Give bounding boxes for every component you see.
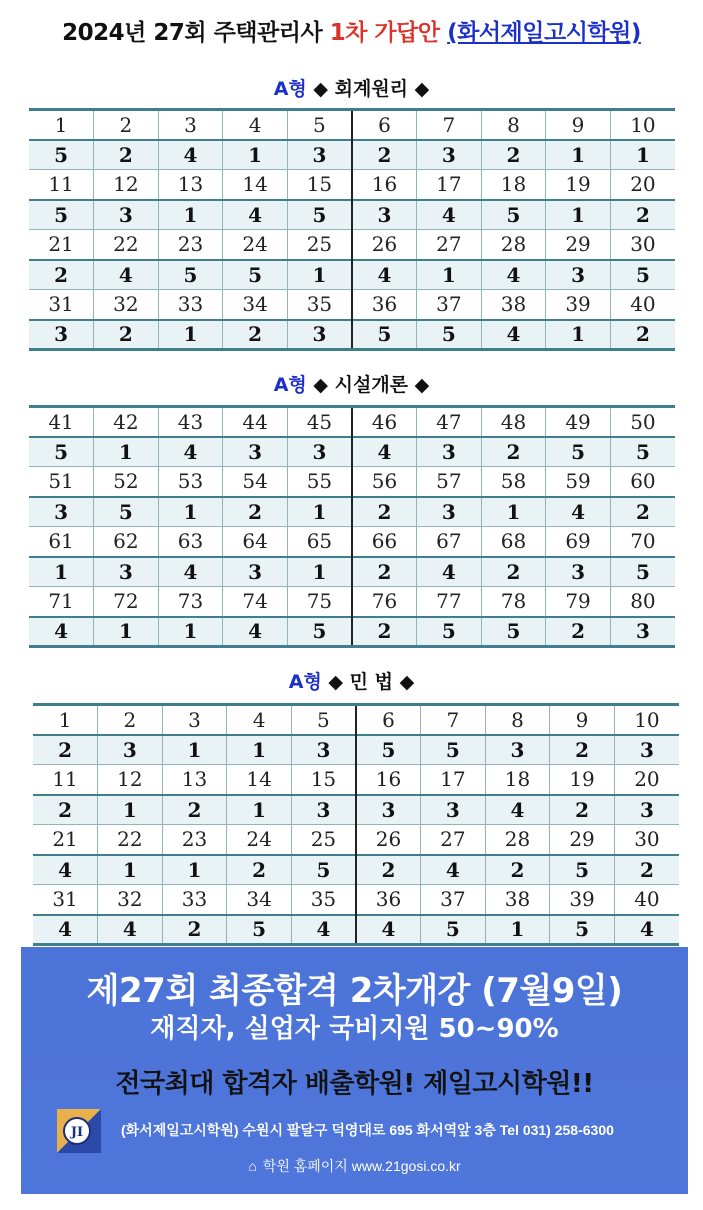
question-number: 12 (98, 765, 163, 795)
answer-value: 3 (417, 497, 482, 527)
answer-value: 2 (481, 140, 546, 170)
answer-value: 3 (287, 320, 352, 350)
question-number: 32 (94, 290, 159, 320)
banner-headline: 제27회 최종합격 2차개강 (7월9일) (86, 971, 623, 1011)
answer-value: 5 (417, 320, 482, 350)
question-number: 21 (33, 825, 98, 855)
answer-value: 1 (158, 617, 223, 647)
answer-value: 2 (223, 320, 288, 350)
answer-table-civil-law (33, 703, 679, 946)
answer-value: 2 (223, 497, 288, 527)
question-number: 22 (98, 825, 163, 855)
question-number: 57 (417, 467, 482, 497)
question-number: 38 (485, 885, 550, 915)
answer-row (33, 795, 679, 825)
question-number: 39 (550, 885, 615, 915)
answer-value: 1 (287, 260, 352, 290)
answer-value: 3 (291, 795, 356, 825)
question-number: 27 (417, 230, 482, 260)
question-number: 11 (29, 170, 94, 200)
question-number: 31 (29, 290, 94, 320)
answer-row (33, 915, 679, 945)
question-number: 31 (33, 885, 98, 915)
section-subject: 회계원리 (334, 78, 409, 100)
question-number: 32 (98, 885, 163, 915)
answer-row (33, 735, 679, 765)
question-number: 55 (287, 467, 352, 497)
answer-value: 3 (223, 557, 288, 587)
section-type-label: A형 (273, 78, 307, 100)
question-number: 48 (481, 407, 546, 437)
answer-row (29, 320, 675, 350)
answer-value: 2 (550, 735, 615, 765)
academy-logo (57, 1109, 101, 1153)
answer-value: 5 (610, 557, 675, 587)
question-number: 17 (417, 170, 482, 200)
question-number: 39 (546, 290, 611, 320)
homepage-text[interactable]: 학원 홈페이지 www.21gosi.co.kr (262, 1158, 461, 1174)
answer-value: 2 (610, 200, 675, 230)
question-number: 56 (352, 467, 417, 497)
question-number-row (33, 705, 679, 735)
answer-value: 4 (417, 557, 482, 587)
question-number-row (33, 825, 679, 855)
question-number: 67 (417, 527, 482, 557)
question-number: 50 (610, 407, 675, 437)
answer-value: 5 (352, 320, 417, 350)
question-number: 60 (610, 467, 675, 497)
logo-text: JI (70, 1125, 84, 1140)
answer-value: 4 (352, 437, 417, 467)
answer-value: 4 (352, 260, 417, 290)
title-highlight: 1차 가답안 (329, 20, 440, 46)
answer-value: 5 (291, 855, 356, 885)
question-number: 24 (223, 230, 288, 260)
question-number: 18 (485, 765, 550, 795)
question-number: 64 (223, 527, 288, 557)
answer-value: 1 (158, 320, 223, 350)
question-number: 70 (610, 527, 675, 557)
answer-value: 2 (352, 617, 417, 647)
question-number: 26 (352, 230, 417, 260)
answer-value: 4 (291, 915, 356, 945)
question-number: 79 (546, 587, 611, 617)
question-number: 33 (162, 885, 227, 915)
answer-value: 1 (29, 557, 94, 587)
question-number-row (29, 110, 675, 140)
answer-row (29, 140, 675, 170)
question-number: 7 (421, 705, 486, 735)
question-number: 28 (481, 230, 546, 260)
home-icon: ⌂ (248, 1158, 257, 1174)
homepage-line[interactable] (21, 1156, 688, 1176)
section-title-civil-law (0, 667, 703, 694)
question-number: 5 (287, 110, 352, 140)
promo-banner (21, 947, 688, 1194)
question-number: 40 (610, 290, 675, 320)
question-number: 34 (223, 290, 288, 320)
question-number: 30 (610, 230, 675, 260)
answer-value: 1 (227, 735, 292, 765)
question-number: 68 (481, 527, 546, 557)
answer-value: 4 (223, 617, 288, 647)
answer-value: 1 (158, 200, 223, 230)
answer-value: 3 (291, 735, 356, 765)
answer-value: 5 (481, 200, 546, 230)
answer-value: 3 (614, 795, 679, 825)
question-number: 62 (94, 527, 159, 557)
answer-value: 3 (287, 437, 352, 467)
question-number: 66 (352, 527, 417, 557)
question-number: 10 (614, 705, 679, 735)
question-number: 21 (29, 230, 94, 260)
question-number: 1 (54, 112, 68, 137)
answer-value: 5 (546, 437, 611, 467)
answer-value: 2 (94, 320, 159, 350)
answer-value: 3 (94, 200, 159, 230)
answer-value: 4 (417, 200, 482, 230)
question-number: 23 (162, 825, 227, 855)
answer-row (29, 437, 675, 467)
answer-value: 3 (223, 437, 288, 467)
answer-value: 2 (481, 437, 546, 467)
diamond-icon: ◆ (313, 374, 328, 396)
question-number: 37 (417, 290, 482, 320)
question-number-row (29, 527, 675, 557)
banner-subsidy: 재직자, 실업자 국비지원 50~90% (150, 1014, 559, 1044)
question-number: 35 (291, 885, 356, 915)
question-number: 76 (352, 587, 417, 617)
section-subject: 민 법 (349, 671, 393, 693)
answer-value: 5 (287, 617, 352, 647)
section-type-label: A형 (273, 374, 307, 396)
answer-value: 1 (481, 497, 546, 527)
answer-value: 3 (29, 497, 94, 527)
answer-value: 5 (287, 200, 352, 230)
question-number: 29 (550, 825, 615, 855)
question-number-row (33, 885, 679, 915)
answer-value: 2 (550, 795, 615, 825)
question-number: 14 (227, 765, 292, 795)
question-number: 2 (98, 705, 163, 735)
answer-value: 5 (421, 735, 486, 765)
section-title-accounting (0, 74, 703, 101)
page-title (0, 14, 703, 54)
question-number-row (33, 765, 679, 795)
question-number: 6 (352, 110, 417, 140)
answer-value: 1 (546, 320, 611, 350)
answer-value: 4 (158, 437, 223, 467)
question-number: 27 (421, 825, 486, 855)
question-number: 1 (58, 707, 72, 732)
answer-value: 5 (227, 915, 292, 945)
question-number: 9 (546, 110, 611, 140)
answer-value: 2 (352, 497, 417, 527)
answer-value: 4 (33, 855, 98, 885)
question-number-row (29, 170, 675, 200)
answer-value: 2 (162, 915, 227, 945)
section-title-facilities (0, 370, 703, 397)
question-number-row (29, 467, 675, 497)
answer-value: 1 (94, 617, 159, 647)
question-number: 25 (287, 230, 352, 260)
diamond-icon: ◆ (328, 671, 344, 693)
diamond-icon: ◆ (414, 78, 430, 100)
answer-value: 5 (29, 140, 94, 170)
question-number: 53 (158, 467, 223, 497)
question-number: 28 (485, 825, 550, 855)
answer-value: 2 (94, 140, 159, 170)
question-number: 43 (158, 407, 223, 437)
question-number: 3 (162, 705, 227, 735)
question-number: 52 (94, 467, 159, 497)
answer-value: 3 (610, 617, 675, 647)
answer-value: 3 (287, 140, 352, 170)
diamond-icon: ◆ (399, 671, 415, 693)
question-number: 45 (287, 407, 352, 437)
question-number: 22 (94, 230, 159, 260)
question-number: 65 (287, 527, 352, 557)
answer-table-facilities (29, 405, 675, 648)
answer-value: 4 (421, 855, 486, 885)
question-number: 49 (546, 407, 611, 437)
question-number: 36 (356, 885, 421, 915)
answer-value: 5 (29, 437, 94, 467)
question-number: 54 (223, 467, 288, 497)
answer-value: 2 (481, 557, 546, 587)
answer-row (29, 497, 675, 527)
answer-table-accounting (29, 108, 675, 351)
question-number: 29 (546, 230, 611, 260)
answer-row (29, 617, 675, 647)
academy-address: (화서제일고시학원) 수원시 팔달구 덕영대로 695 화서역앞 3층 Tel 031) 258-6300 (121, 1122, 614, 1138)
answer-value: 1 (485, 915, 550, 945)
answer-value: 3 (546, 260, 611, 290)
answer-value: 5 (417, 617, 482, 647)
answer-value: 2 (610, 320, 675, 350)
answer-value: 3 (485, 735, 550, 765)
question-number: 3 (158, 110, 223, 140)
answer-value: 2 (352, 140, 417, 170)
answer-value: 3 (29, 320, 94, 350)
answer-value: 5 (94, 497, 159, 527)
answer-value: 5 (421, 915, 486, 945)
answer-value: 1 (223, 140, 288, 170)
answer-value: 2 (162, 795, 227, 825)
answer-value: 4 (485, 795, 550, 825)
answer-value: 4 (481, 260, 546, 290)
question-number: 4 (223, 110, 288, 140)
answer-value: 1 (162, 855, 227, 885)
question-number: 77 (417, 587, 482, 617)
question-number: 37 (421, 885, 486, 915)
answer-value: 1 (162, 735, 227, 765)
question-number: 9 (550, 705, 615, 735)
question-number: 73 (158, 587, 223, 617)
answer-value: 5 (481, 617, 546, 647)
answer-value: 1 (546, 140, 611, 170)
question-number: 58 (481, 467, 546, 497)
diamond-icon: ◆ (414, 374, 430, 396)
answer-value: 2 (485, 855, 550, 885)
question-number: 42 (94, 407, 159, 437)
question-number-row (29, 407, 675, 437)
question-number: 51 (29, 467, 94, 497)
answer-value: 3 (546, 557, 611, 587)
answer-value: 1 (158, 497, 223, 527)
answer-row (29, 557, 675, 587)
question-number: 7 (417, 110, 482, 140)
answer-value: 1 (417, 260, 482, 290)
answer-row (29, 260, 675, 290)
answer-value: 4 (614, 915, 679, 945)
question-number: 78 (481, 587, 546, 617)
question-number: 15 (287, 170, 352, 200)
question-number: 63 (158, 527, 223, 557)
diamond-icon: ◆ (313, 78, 328, 100)
answer-value: 3 (352, 200, 417, 230)
answer-value: 3 (417, 140, 482, 170)
answer-value: 2 (352, 557, 417, 587)
question-number: 13 (162, 765, 227, 795)
question-number: 25 (291, 825, 356, 855)
answer-value: 5 (158, 260, 223, 290)
question-number: 46 (352, 407, 417, 437)
question-number: 6 (356, 705, 421, 735)
question-number: 61 (29, 527, 94, 557)
answer-value: 1 (94, 437, 159, 467)
question-number: 35 (287, 290, 352, 320)
answer-value: 4 (546, 497, 611, 527)
question-number: 38 (481, 290, 546, 320)
question-number: 17 (421, 765, 486, 795)
answer-value: 4 (33, 915, 98, 945)
answer-value: 4 (98, 915, 163, 945)
question-number: 47 (417, 407, 482, 437)
question-number-row (29, 587, 675, 617)
question-number-row (29, 290, 675, 320)
answer-value: 3 (421, 795, 486, 825)
question-number: 59 (546, 467, 611, 497)
question-number: 33 (158, 290, 223, 320)
question-number: 18 (481, 170, 546, 200)
answer-value: 2 (33, 735, 98, 765)
title-prefix: 2024년 27회 주택관리사 (62, 20, 330, 46)
answer-value: 2 (546, 617, 611, 647)
question-number: 26 (356, 825, 421, 855)
answer-value: 1 (98, 795, 163, 825)
question-number: 13 (158, 170, 223, 200)
answer-value: 5 (550, 915, 615, 945)
answer-value: 3 (94, 557, 159, 587)
question-number: 20 (614, 765, 679, 795)
answer-value: 3 (417, 437, 482, 467)
question-number: 72 (94, 587, 159, 617)
question-number: 40 (614, 885, 679, 915)
answer-value: 2 (356, 855, 421, 885)
answer-value: 2 (227, 855, 292, 885)
question-number: 44 (223, 407, 288, 437)
answer-value: 2 (29, 260, 94, 290)
question-number: 74 (223, 587, 288, 617)
question-number: 23 (158, 230, 223, 260)
section-type-label: A형 (288, 671, 322, 693)
answer-value: 5 (356, 735, 421, 765)
answer-value: 5 (610, 260, 675, 290)
question-number: 69 (546, 527, 611, 557)
answer-value: 3 (98, 735, 163, 765)
answer-value: 4 (158, 140, 223, 170)
title-school-link[interactable]: (화서제일고시학원) (447, 20, 641, 46)
answer-value: 1 (287, 497, 352, 527)
answer-value: 1 (610, 140, 675, 170)
answer-value: 2 (614, 855, 679, 885)
question-number: 16 (356, 765, 421, 795)
question-number: 11 (33, 765, 98, 795)
question-number: 36 (352, 290, 417, 320)
answer-value: 1 (287, 557, 352, 587)
question-number: 2 (94, 110, 159, 140)
question-number: 15 (291, 765, 356, 795)
answer-value: 4 (481, 320, 546, 350)
question-number: 10 (610, 110, 675, 140)
answer-value: 5 (223, 260, 288, 290)
question-number: 80 (610, 587, 675, 617)
question-number: 20 (610, 170, 675, 200)
question-number: 8 (481, 110, 546, 140)
question-number: 12 (94, 170, 159, 200)
question-number: 30 (614, 825, 679, 855)
question-number: 41 (48, 409, 74, 434)
answer-value: 5 (610, 437, 675, 467)
question-number: 71 (29, 587, 94, 617)
question-number: 14 (223, 170, 288, 200)
answer-value: 3 (614, 735, 679, 765)
answer-value: 2 (610, 497, 675, 527)
answer-value: 5 (550, 855, 615, 885)
answer-value: 2 (33, 795, 98, 825)
answer-value: 1 (546, 200, 611, 230)
answer-value: 1 (227, 795, 292, 825)
question-number: 24 (227, 825, 292, 855)
answer-value: 4 (29, 617, 94, 647)
answer-value: 5 (29, 200, 94, 230)
answer-value: 4 (158, 557, 223, 587)
answer-value: 4 (94, 260, 159, 290)
question-number: 8 (485, 705, 550, 735)
answer-row (33, 855, 679, 885)
question-number: 4 (227, 705, 292, 735)
question-number-row (29, 230, 675, 260)
answer-value: 1 (98, 855, 163, 885)
question-number: 34 (227, 885, 292, 915)
question-number: 19 (550, 765, 615, 795)
answer-value: 3 (356, 795, 421, 825)
answer-row (29, 200, 675, 230)
section-subject: 시설개론 (334, 374, 409, 396)
answer-value: 4 (223, 200, 288, 230)
answer-value: 4 (356, 915, 421, 945)
question-number: 5 (291, 705, 356, 735)
question-number: 75 (287, 587, 352, 617)
banner-slogan: 전국최대 합격자 배출학원! 제일고시학원!! (115, 1069, 594, 1099)
question-number: 16 (352, 170, 417, 200)
question-number: 19 (546, 170, 611, 200)
